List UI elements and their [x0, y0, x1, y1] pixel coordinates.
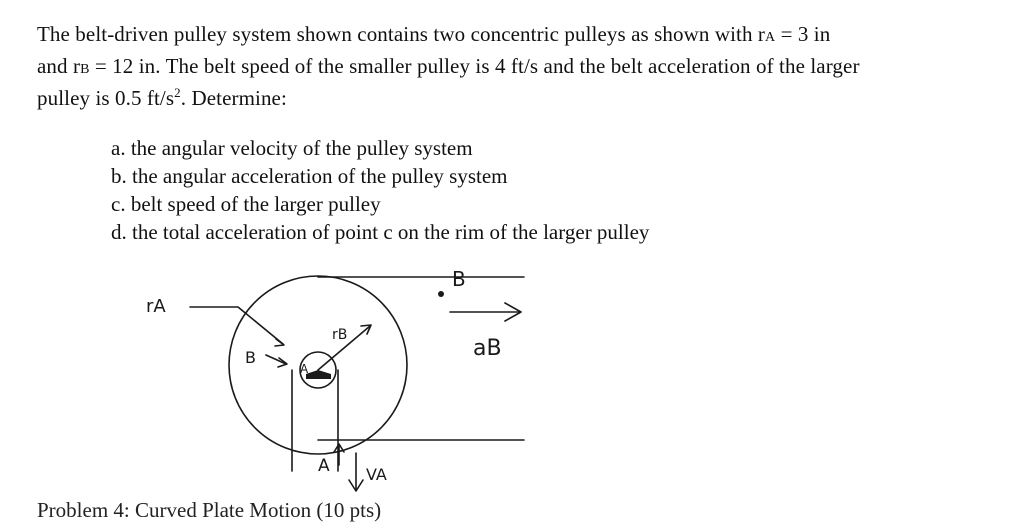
question-parts: [111, 134, 649, 246]
problem-line-3: [37, 84, 997, 112]
problem-line-3-rest: . Determine:: [180, 86, 287, 110]
pulley-diagram: [0, 258, 1024, 505]
hub-fill-mark: [306, 370, 331, 379]
problem-line-1-text: The belt-driven pulley system shown contains two concentric pulleys as shown with r: [37, 22, 765, 46]
label-rb: rB: [332, 327, 348, 343]
label-ab: aB: [473, 336, 502, 361]
part-d: d. the total acceleration of point c on the rim of the larger pulley: [111, 220, 650, 244]
part-c: c. belt speed of the larger pulley: [111, 192, 381, 216]
ra-leader-line: [190, 307, 283, 344]
problem-line-2: [37, 52, 997, 84]
label-ra: rA: [146, 296, 166, 317]
label-a-hub: A: [300, 362, 309, 376]
superscript-2: 2: [174, 85, 181, 100]
label-a-bottom: A: [318, 456, 330, 476]
problem-line-2-text: and r: [37, 54, 81, 78]
problem-statement: [37, 20, 997, 112]
subscript-b: B: [80, 62, 90, 77]
problem-line-2-rest: = 12 in. The belt speed of the smaller pulley is 4 ft/s and the belt acceleration of the larger: [89, 54, 860, 78]
next-problem-heading-cutoff: Problem 4: Curved Plate Motion (10 pts): [37, 498, 382, 522]
label-b-top: B: [452, 267, 466, 291]
belt-point-marker: [438, 291, 444, 297]
problem-line-1: [37, 20, 997, 52]
label-b-small: B: [245, 348, 256, 367]
pulley-sketch: [0, 258, 1024, 505]
problem-line-3-text: pulley is 0.5 ft/s: [37, 86, 175, 110]
b-small-arrow: [266, 355, 286, 364]
label-va: VA: [366, 465, 387, 484]
ra-leader-arrowhead: [275, 339, 284, 346]
part-b: b. the angular acceleration of the pulley system: [111, 164, 508, 188]
part-a: a. the angular velocity of the pulley system: [111, 136, 473, 160]
subscript-a: A: [765, 30, 776, 45]
problem-line-1-value: = 3 in: [775, 22, 831, 46]
